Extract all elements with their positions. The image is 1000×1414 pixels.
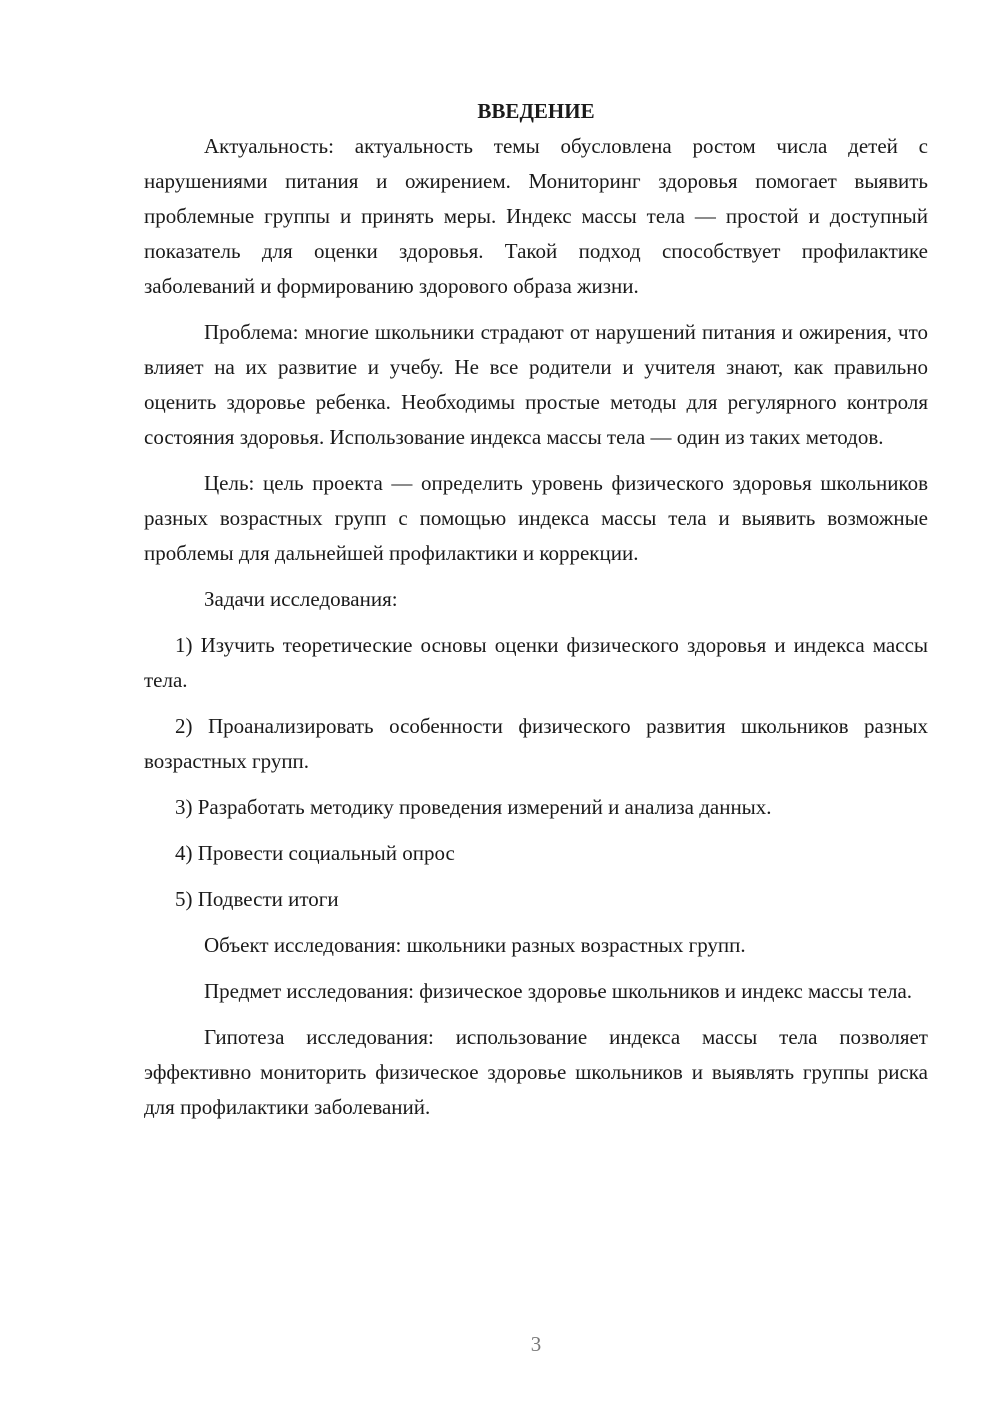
paragraph-goal: Цель: цель проекта — определить уровень физического здоровья школьников разных возрастных групп с помощью индекса массы тела и выявить возможные проблемы для дальнейшей профилактики и коррекции.	[144, 471, 928, 565]
paragraph-problem: Проблема: многие школьники страдают от нарушений питания и ожирения, что влияет на их развитие и учебу. Не все родители и учителя знают, как правильно оценить здоровье ребенка. Необходимы простые методы для регулярного контроля состояния здоровья. Использование индекса массы тела — один из таких методов.	[144, 320, 928, 449]
task-item-5: 5) Подвести итоги	[175, 887, 339, 911]
paragraph-relevance: Актуальность: актуальность темы обусловлена ростом числа детей с нарушениями питания и ожирением. Мониторинг здоровья помогает выявить проблемные группы и принять меры. Индекс массы тела — простой и доступный показатель для оценки здоровья. Такой подход способствует профилактике заболеваний и формированию здорового образа жизни.	[144, 134, 928, 298]
task-item-2: 2) Проанализировать особенности физического развития школьников разных возрастных групп.	[144, 714, 928, 773]
task-item-1: 1) Изучить теоретические основы оценки физического здоровья и индекса массы тела.	[144, 633, 928, 692]
task-item-3: 3) Разработать методику проведения измерений и анализа данных.	[175, 795, 772, 819]
page-content	[144, 94, 928, 1136]
task-item-4: 4) Провести социальный опрос	[175, 841, 455, 865]
paragraph-object: Объект исследования: школьники разных возрастных групп.	[204, 933, 746, 957]
paragraph-subject: Предмет исследования: физическое здоровье школьников и индекс массы тела.	[204, 979, 913, 1003]
tasks-title: Задачи исследования:	[204, 587, 398, 611]
paragraph-hypothesis: Гипотеза исследования: использование индекса массы тела позволяет эффективно мониторить физическое здоровье школьников и выявлять группы риска для профилактики заболеваний.	[144, 1025, 928, 1119]
section-heading: ВВЕДЕНИЕ	[477, 99, 595, 123]
page-number: 3	[530, 1332, 542, 1356]
